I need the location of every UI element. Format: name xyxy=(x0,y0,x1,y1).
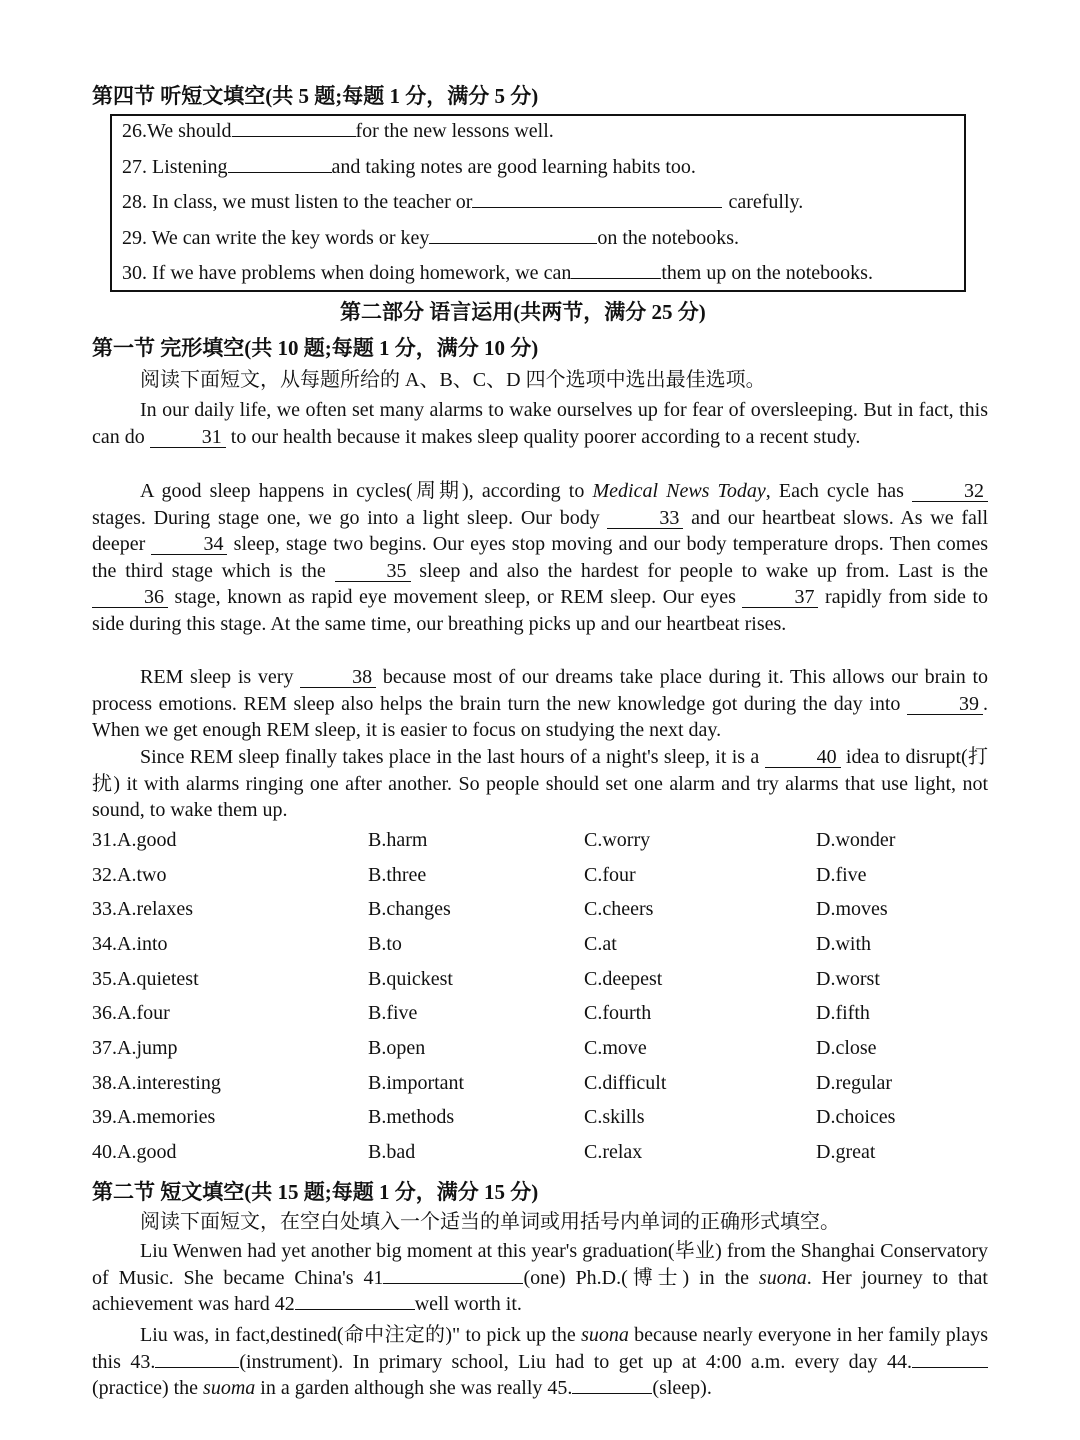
option-a[interactable]: 35.A.quietest xyxy=(92,968,199,990)
blank-38[interactable]: 38 xyxy=(300,667,376,688)
question-27: 27. Listening and taking notes are good learning habits too. xyxy=(122,156,696,178)
cloze-paragraph-2: A good sleep happens in cycles(周期), according to Medical News Today, Each cycle has 32 stages. During stage one, we go into a light sleep. Our body 33 and our heartbeat slows. As we fall deeper 34 sleep, stage two begins. Our eyes stop moving and our body temperature drops. Then comes the third stage which is the 35 sleep and also the hardest for people to wake up from. Last is the 36 stage, known as rapid eye movement sleep, or REM sleep. Our eyes 37 rapidly from side to side during this stage. At the same time, our breathing picks up and our heartbeat rises. xyxy=(92,480,989,635)
option-b[interactable]: B.methods xyxy=(368,1106,455,1128)
fill-title: 第二节 短文填空(共 15 题;每题 1 分，满分 15 分) xyxy=(92,1180,539,1204)
option-c[interactable]: C.relax xyxy=(584,1141,643,1163)
blank-34[interactable]: 34 xyxy=(151,534,227,555)
options-33 xyxy=(92,898,992,928)
option-d[interactable]: D.with xyxy=(816,933,871,955)
blank-37[interactable]: 37 xyxy=(742,587,818,608)
option-d[interactable]: D.fifth xyxy=(816,1002,870,1024)
option-a[interactable]: 36.A.four xyxy=(92,1002,170,1024)
option-b[interactable]: B.harm xyxy=(368,829,428,851)
option-d[interactable]: D.wonder xyxy=(816,829,896,851)
option-b[interactable]: B.three xyxy=(368,864,427,886)
options-36 xyxy=(92,1002,992,1032)
answer-blank-28[interactable] xyxy=(472,189,722,208)
answer-blank-29[interactable] xyxy=(429,225,597,244)
option-c[interactable]: C.cheers xyxy=(584,898,654,920)
option-d[interactable]: D.moves xyxy=(816,898,888,920)
blank-41[interactable] xyxy=(383,1265,523,1284)
blank-32[interactable]: 32 xyxy=(912,481,988,502)
option-d[interactable]: D.worst xyxy=(816,968,880,990)
options-35 xyxy=(92,968,992,998)
options-37 xyxy=(92,1037,992,1067)
option-c[interactable]: C.difficult xyxy=(584,1072,667,1094)
blank-36[interactable]: 36 xyxy=(92,587,168,608)
blank-45[interactable] xyxy=(572,1375,652,1394)
option-c[interactable]: C.at xyxy=(584,933,617,955)
option-a[interactable]: 32.A.two xyxy=(92,864,167,886)
option-c[interactable]: C.four xyxy=(584,864,636,886)
question-28: 28. In class, we must listen to the teacher or carefully. xyxy=(122,191,804,213)
blank-43[interactable] xyxy=(155,1349,239,1368)
option-b[interactable]: B.bad xyxy=(368,1141,416,1163)
fill-instruction: 阅读下面短文，在空白处填入一个适当的单词或用括号内单词的正确形式填空。 xyxy=(140,1211,840,1233)
answer-blank-26[interactable] xyxy=(232,118,356,137)
cloze-title: 第一节 完形填空(共 10 题;每题 1 分，满分 10 分) xyxy=(92,336,539,360)
options-38 xyxy=(92,1072,992,1102)
option-a[interactable]: 34.A.into xyxy=(92,933,168,955)
option-c[interactable]: C.move xyxy=(584,1037,647,1059)
option-a[interactable]: 39.A.memories xyxy=(92,1106,216,1128)
option-c[interactable]: C.deepest xyxy=(584,968,663,990)
option-c[interactable]: C.worry xyxy=(584,829,651,851)
blank-33[interactable]: 33 xyxy=(607,508,683,529)
blank-39[interactable]: 39 xyxy=(907,694,983,715)
question-26: 26.We should for the new lessons well. xyxy=(122,120,554,142)
section4-title: 第四节 听短文填空(共 5 题;每题 1 分，满分 5 分) xyxy=(92,84,539,108)
options-34 xyxy=(92,933,992,963)
option-c[interactable]: C.fourth xyxy=(584,1002,652,1024)
cloze-paragraph-3: REM sleep is very 38 because most of our dreams take place during it. This allows our brain to process emotions. REM sleep also helps the brain turn the new knowledge got during the day into 39 . When we get enough REM sleep, it is easier to focus on studying the next day. xyxy=(92,666,988,742)
option-b[interactable]: B.open xyxy=(368,1037,426,1059)
option-d[interactable]: D.five xyxy=(816,864,867,886)
options-39 xyxy=(92,1106,992,1136)
option-d[interactable]: D.great xyxy=(816,1141,876,1163)
options-31 xyxy=(92,829,992,859)
cloze-paragraph-1: In our daily life, we often set many alarms to wake ourselves up for fear of oversleeping. But in fact, this can do 31 to our health because it makes sleep quality poorer according to a recent study. xyxy=(92,399,988,448)
option-b[interactable]: B.quickest xyxy=(368,968,453,990)
source-title: Medical News Today xyxy=(592,480,766,502)
question-30: 30. If we have problems when doing homework, we can them up on the notebooks. xyxy=(122,262,873,284)
fill-paragraph-1: Liu Wenwen had yet another big moment at this year's graduation(毕业) from the Shanghai Conservatory of Music. She became China's 41 (one) Ph.D.(博士) in the suona. Her journey to that achievement was hard 42 well worth it. xyxy=(92,1240,988,1316)
part2-title: 第二部分 语言运用(共两节，满分 25 分) xyxy=(340,300,706,324)
question-29: 29. We can write the key words or key on the notebooks. xyxy=(122,227,740,249)
answer-blank-27[interactable] xyxy=(228,154,332,173)
blank-44[interactable] xyxy=(912,1349,988,1368)
option-a[interactable]: 38.A.interesting xyxy=(92,1072,221,1094)
option-b[interactable]: B.changes xyxy=(368,898,451,920)
option-b[interactable]: B.to xyxy=(368,933,402,955)
option-a[interactable]: 40.A.good xyxy=(92,1141,177,1163)
cloze-instruction: 阅读下面短文，从每题所给的 A、B、C、D 四个选项中选出最佳选项。 xyxy=(140,369,766,391)
blank-42[interactable] xyxy=(295,1291,415,1310)
option-a[interactable]: 33.A.relaxes xyxy=(92,898,194,920)
option-a[interactable]: 37.A.jump xyxy=(92,1037,178,1059)
option-c[interactable]: C.skills xyxy=(584,1106,645,1128)
answer-blank-30[interactable] xyxy=(571,260,661,279)
option-b[interactable]: B.important xyxy=(368,1072,465,1094)
options-32 xyxy=(92,864,992,894)
blank-31[interactable]: 31 xyxy=(150,427,226,448)
option-d[interactable]: D.choices xyxy=(816,1106,896,1128)
options-40 xyxy=(92,1141,992,1171)
option-d[interactable]: D.regular xyxy=(816,1072,893,1094)
option-b[interactable]: B.five xyxy=(368,1002,418,1024)
blank-40[interactable]: 40 xyxy=(765,747,841,768)
cloze-paragraph-4: Since REM sleep finally takes place in the last hours of a night's sleep, it is a 40 idea to disrupt(打扰) it with alarms ringing one after another. So people should set one alarm and try alarms that use light, not sound, to wake them up. xyxy=(92,746,988,822)
option-d[interactable]: D.close xyxy=(816,1037,877,1059)
blank-35[interactable]: 35 xyxy=(335,561,411,582)
option-a[interactable]: 31.A.good xyxy=(92,829,177,851)
fill-paragraph-2: Liu was, in fact,destined(命中注定的)" to pick up the suona because nearly everyone in her family plays this 43. (instrument). In primary school, Liu had to get up at 4:00 a.m. every day 44.(practice) the suoma in a garden although she was really 45. (sleep). xyxy=(92,1324,988,1400)
